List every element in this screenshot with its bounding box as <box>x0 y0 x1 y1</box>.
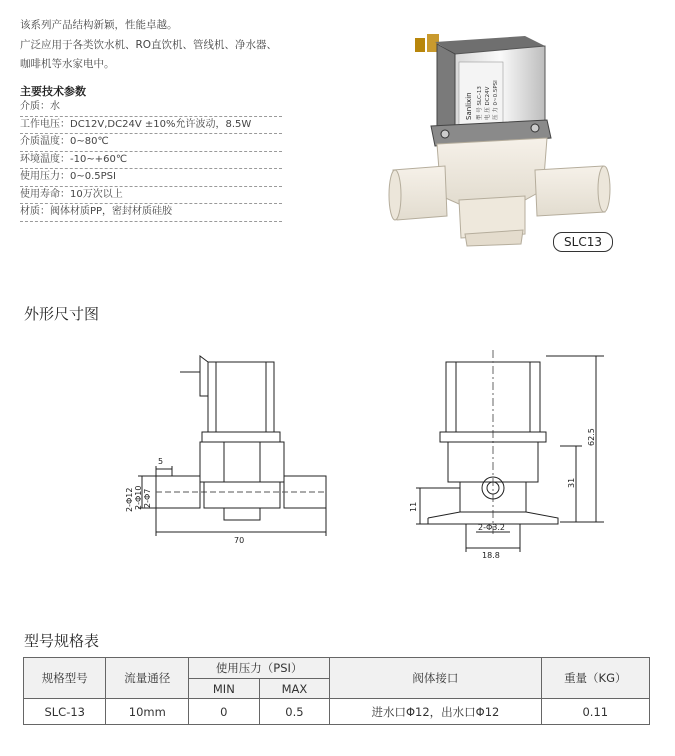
header-pressure: 使用压力（PSI） <box>189 658 330 679</box>
param-row: 使用寿命：10万次以上 <box>20 187 282 205</box>
header-min: MIN <box>189 679 260 699</box>
spec-table <box>23 657 650 725</box>
params-title: 主要技术参数 <box>20 85 86 98</box>
dim-base-width: 18.8 <box>482 551 500 560</box>
dim-height-total: 62.5 <box>587 428 596 446</box>
dim-height-low: 11 <box>409 501 418 512</box>
dim-d7: 2-Φ7 <box>143 488 152 508</box>
header-model: 规格型号 <box>24 658 106 699</box>
dimension-drawing <box>120 336 620 566</box>
cell-port: 进水口Φ12，出水口Φ12 <box>330 699 541 725</box>
intro-text <box>20 16 350 75</box>
param-row: 介质温度：0~80℃ <box>20 134 282 152</box>
label-line: 压 力 0~0.5PSI <box>493 80 499 120</box>
model-badge: SLC13 <box>553 232 613 252</box>
table-row <box>24 699 650 725</box>
param-row: 使用压力：0~0.5PSI <box>20 169 282 187</box>
header-port: 阀体接口 <box>330 658 541 699</box>
cell-weight: 0.11 <box>541 699 649 725</box>
dim-d12: 2-Φ12 <box>125 487 134 512</box>
dim-height-mid: 31 <box>567 477 576 488</box>
cell-max: 0.5 <box>259 699 330 725</box>
cell-min: 0 <box>189 699 260 725</box>
header-flow: 流量通径 <box>106 658 189 699</box>
table-title: 型号规格表 <box>24 632 100 650</box>
param-row: 材质：阀体材质PP，密封材质硅胶 <box>20 204 282 222</box>
product-photo <box>375 20 635 260</box>
cell-model: SLC-13 <box>24 699 106 725</box>
label-line: 电 压 DC24V <box>485 86 491 120</box>
dim-d10: 2-Φ10 <box>134 485 143 510</box>
param-row: 工作电压：DC12V,DC24V ±10%允许波动，8.5W <box>20 117 282 135</box>
intro-line: 广泛应用于各类饮水机、RO直饮机、管线机、净水器、 <box>20 38 278 51</box>
label-brand: Sanlixin <box>465 92 473 120</box>
label-line: 型 号 SLC-13 <box>477 86 483 120</box>
params-list <box>20 99 282 222</box>
param-row: 介质：水 <box>20 99 282 117</box>
intro-line: 咖啡机等水家电中。 <box>20 58 115 70</box>
header-weight: 重量（KG） <box>541 658 649 699</box>
intro-line: 该系列产品结构新颖，性能卓越。 <box>20 19 178 31</box>
param-row: 环境温度：-10~+60℃ <box>20 152 282 170</box>
dim-holes: 2-Φ3.2 <box>478 523 505 532</box>
cell-flow: 10mm <box>106 699 189 725</box>
drawing-title: 外形尺寸图 <box>24 305 100 323</box>
dim-top-width: 5 <box>158 457 164 466</box>
dim-length: 70 <box>234 536 245 545</box>
header-max: MAX <box>259 679 330 699</box>
